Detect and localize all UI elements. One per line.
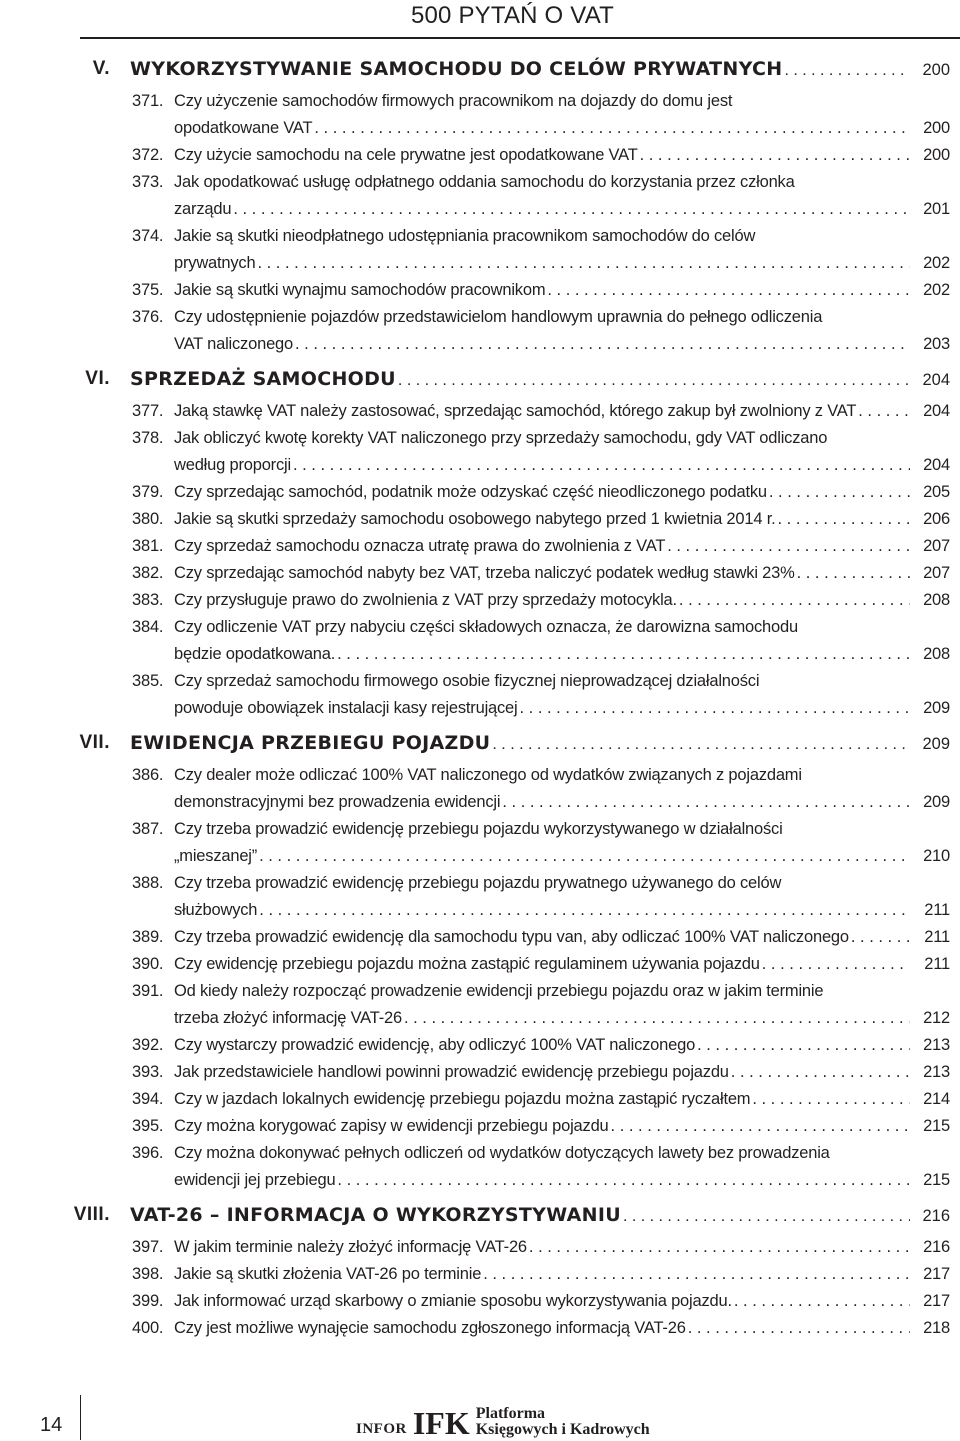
question-page: 210 xyxy=(923,847,950,865)
question-text: według proporcji xyxy=(174,456,291,474)
question-text: trzeba złożyć informację VAT-26 xyxy=(174,1009,402,1027)
dot-leader xyxy=(752,1090,910,1109)
question-text: „mieszanej” xyxy=(174,847,258,865)
question-page: 209 xyxy=(923,793,950,811)
toc-entry[interactable] xyxy=(132,1117,950,1143)
dot-leader xyxy=(688,1319,910,1338)
question-text: Jaką stawkę VAT należy zastosować, sprzedając samochód, którego zakup był zwolniony z VAT xyxy=(174,402,857,420)
toc-entry[interactable] xyxy=(132,281,950,307)
chapter-heading[interactable] xyxy=(92,58,950,88)
dot-leader xyxy=(293,456,910,475)
question-number: 399. xyxy=(132,1292,164,1310)
question-number: 373. xyxy=(132,173,164,191)
question-text: Jak obliczyć kwotę korekty VAT naliczonego przy sprzedaży samochodu, gdy VAT odliczano xyxy=(174,429,828,447)
question-number: 381. xyxy=(132,537,164,555)
toc-entry[interactable] xyxy=(132,402,950,428)
toc-entry[interactable] xyxy=(132,672,950,698)
question-page: 209 xyxy=(923,699,950,717)
question-text: Czy sprzedając samochód nabyty bez VAT, trzeba naliczyć podatek według stawki 23% xyxy=(174,564,795,582)
question-text: Czy trzeba prowadzić ewidencję przebiegu pojazdu prywatnego używanego do celów xyxy=(174,874,782,892)
question-number: 400. xyxy=(132,1319,164,1337)
question-page: 201 xyxy=(923,200,950,218)
dot-leader xyxy=(257,254,910,273)
dot-leader xyxy=(398,372,910,390)
chapter-page: 200 xyxy=(922,61,950,79)
question-text: Jakie są skutki sprzedaży samochodu osobowego nabytego przed 1 kwietnia 2014 r. xyxy=(174,510,776,528)
question-text: Czy dealer może odliczać 100% VAT naliczonego od wydatków związanych z pojazdami xyxy=(174,766,802,784)
toc-entry[interactable] xyxy=(132,1238,950,1264)
question-page: 202 xyxy=(923,254,950,272)
question-number: 392. xyxy=(132,1036,164,1054)
toc-entry[interactable] xyxy=(132,92,950,118)
toc-entry[interactable] xyxy=(132,227,950,253)
chapter-page: 216 xyxy=(922,1207,950,1225)
question-text: Czy ewidencję przebiegu pojazdu można zastąpić regulaminem używania pojazdu xyxy=(174,955,760,973)
dot-leader xyxy=(404,1009,910,1028)
dot-leader xyxy=(623,1208,910,1226)
chapter-number: VIII. xyxy=(73,1204,110,1225)
question-text: prywatnych xyxy=(174,254,256,272)
question-number: 397. xyxy=(132,1238,164,1256)
toc-entry[interactable] xyxy=(132,510,950,536)
question-text: Czy trzeba prowadzić ewidencję dla samochodu typu van, aby odliczać 100% VAT naliczonego xyxy=(174,928,849,946)
question-page: 217 xyxy=(923,1265,950,1283)
question-text: VAT naliczonego xyxy=(174,335,293,353)
question-text: Czy udostępnienie pojazdów przedstawicielom handlowym uprawnia do pełnego odliczenia xyxy=(174,308,823,326)
toc-entry[interactable] xyxy=(132,955,950,981)
logo-line-2: Księgowych i Kadrowych xyxy=(475,1421,650,1438)
question-number: 386. xyxy=(132,766,164,784)
dot-leader xyxy=(520,699,911,718)
dot-leader xyxy=(314,119,910,138)
dot-leader xyxy=(731,1063,910,1082)
toc-entry[interactable] xyxy=(174,200,950,226)
question-text: Od kiedy należy rozpocząć prowadzenie ewidencji przebiegu pojazdu oraz w jakim terminie xyxy=(174,982,824,1000)
toc-entry[interactable] xyxy=(132,537,950,563)
chapter-page: 204 xyxy=(922,371,950,389)
question-number: 383. xyxy=(132,591,164,609)
toc-entry[interactable] xyxy=(132,1144,950,1170)
question-text: Jakie są skutki wynajmu samochodów pracownikom xyxy=(174,281,546,299)
question-number: 380. xyxy=(132,510,164,528)
question-text: opodatkowane VAT xyxy=(174,119,313,137)
question-page: 207 xyxy=(923,537,950,555)
question-text: Czy można dokonywać pełnych odliczeń od wydatków dotyczących lawety bez prowadzenia xyxy=(174,1144,830,1162)
question-page: 213 xyxy=(923,1036,950,1054)
question-number: 385. xyxy=(132,672,164,690)
chapter-heading[interactable] xyxy=(85,368,950,398)
question-page: 215 xyxy=(923,1171,950,1189)
footer-rule xyxy=(80,1395,81,1440)
toc-entry[interactable] xyxy=(132,1063,950,1089)
dot-leader xyxy=(529,1238,910,1257)
question-text: Czy odliczenie VAT przy nabyciu części składowych oznacza, że darowizna samochodu xyxy=(174,618,798,636)
question-number: 371. xyxy=(132,92,164,110)
chapter-heading[interactable] xyxy=(79,732,950,762)
header-rule xyxy=(80,37,960,39)
toc-entry[interactable] xyxy=(132,1036,950,1062)
chapter-title: EWIDENCJA PRZEBIEGU POJAZDU xyxy=(130,732,491,754)
question-text: Czy przysługuje prawo do zwolnienia z VAT przy sprzedaży motocykla. xyxy=(174,591,677,609)
question-number: 377. xyxy=(132,402,164,420)
chapter-heading[interactable] xyxy=(73,1204,950,1234)
dot-leader xyxy=(337,645,910,664)
chapter-title: WYKORZYSTYWANIE SAMOCHODU DO CELÓW PRYWATNYCH xyxy=(130,58,783,80)
question-text: Czy użycie samochodu na cele prywatne jest opodatkowane VAT xyxy=(174,146,638,164)
chapter-title: VAT-26 – INFORMACJA O WYKORZYSTYWANIU xyxy=(130,1204,621,1226)
dot-leader xyxy=(233,200,910,219)
toc-entry[interactable] xyxy=(174,1171,950,1197)
question-page: 213 xyxy=(923,1063,950,1081)
question-text: Jakie są skutki złożenia VAT-26 po terminie xyxy=(174,1265,482,1283)
question-number: 379. xyxy=(132,483,164,501)
dot-leader xyxy=(337,1171,910,1190)
toc-entry[interactable] xyxy=(174,901,950,927)
dot-leader xyxy=(259,901,910,920)
question-text: ewidencji jej przebiegu xyxy=(174,1171,336,1189)
dot-leader xyxy=(667,537,910,556)
toc-entry[interactable] xyxy=(174,254,950,280)
toc-entry[interactable] xyxy=(132,1292,950,1318)
toc-entry[interactable] xyxy=(174,847,950,873)
dot-leader xyxy=(851,928,910,947)
question-page: 208 xyxy=(923,645,950,663)
question-number: 384. xyxy=(132,618,164,636)
dot-leader xyxy=(762,955,910,974)
question-page: 200 xyxy=(923,146,950,164)
question-text: powoduje obowiązek instalacji kasy rejestrującej xyxy=(174,699,518,717)
toc-entry[interactable] xyxy=(132,591,950,617)
question-number: 396. xyxy=(132,1144,164,1162)
question-text: zarządu xyxy=(174,200,232,218)
toc-entry[interactable] xyxy=(132,429,950,455)
question-page: 215 xyxy=(923,1117,950,1135)
chapter-title: SPRZEDAŻ SAMOCHODU xyxy=(130,368,396,390)
question-page: 204 xyxy=(923,402,950,420)
question-page: 207 xyxy=(923,564,950,582)
question-number: 376. xyxy=(132,308,164,326)
logo-line-1: Platforma xyxy=(475,1405,546,1422)
question-number: 375. xyxy=(132,281,164,299)
question-text: służbowych xyxy=(174,901,258,919)
question-text: Czy sprzedając samochód, podatnik może odzyskać część nieodliczonego podatku xyxy=(174,483,767,501)
toc-entry[interactable] xyxy=(132,874,950,900)
dot-leader xyxy=(502,793,910,812)
toc-entry[interactable] xyxy=(174,793,950,819)
toc-entry[interactable] xyxy=(174,119,950,145)
question-text: Jak opodatkować usługę odpłatnego oddania samochodu do korzystania przez członka xyxy=(174,173,795,191)
dot-leader xyxy=(784,62,910,80)
question-text: W jakim terminie należy złożyć informację VAT-26 xyxy=(174,1238,527,1256)
dot-leader xyxy=(611,1117,910,1136)
dot-leader xyxy=(640,146,910,165)
question-text: Jak przedstawiciele handlowi powinni prowadzić ewidencję przebiegu pojazdu xyxy=(174,1063,729,1081)
question-number: 398. xyxy=(132,1265,164,1283)
question-text: Czy sprzedaż samochodu oznacza utratę prawa do zwolnienia z VAT xyxy=(174,537,666,555)
question-page: 216 xyxy=(923,1238,950,1256)
question-number: 393. xyxy=(132,1063,164,1081)
logo-ifk: IFK xyxy=(412,1405,470,1441)
question-number: 387. xyxy=(132,820,164,838)
chapter-number: VI. xyxy=(85,368,110,389)
dot-leader xyxy=(547,281,910,300)
question-text: Jak informować urząd skarbowy o zmianie sposobu wykorzystywania pojazdu. xyxy=(174,1292,732,1310)
toc-entry[interactable] xyxy=(132,928,950,954)
toc-entry[interactable] xyxy=(132,1265,950,1291)
toc-entry[interactable] xyxy=(132,820,950,846)
page-header xyxy=(0,0,960,34)
toc-entry[interactable] xyxy=(132,766,950,792)
question-page: 218 xyxy=(923,1319,950,1337)
question-number: 374. xyxy=(132,227,164,245)
dot-leader xyxy=(734,1292,910,1311)
question-page: 212 xyxy=(923,1009,950,1027)
page-number: 14 xyxy=(40,1414,63,1436)
toc-entry[interactable] xyxy=(132,483,950,509)
question-text: Czy trzeba prowadzić ewidencję przebiegu pojazdu wykorzystywanego w działalności xyxy=(174,820,783,838)
question-page: 200 xyxy=(923,119,950,137)
question-number: 388. xyxy=(132,874,164,892)
question-text: Czy jest możliwe wynajęcie samochodu zgłoszonego informacją VAT-26 xyxy=(174,1319,686,1337)
question-page: 211 xyxy=(924,955,950,973)
question-text: Jakie są skutki nieodpłatnego udostępniania pracownikom samochodów do celów xyxy=(174,227,756,245)
dot-leader xyxy=(259,847,910,866)
dot-leader xyxy=(679,591,910,610)
question-page: 211 xyxy=(924,928,950,946)
question-text: demonstracyjnymi bez prowadzenia ewidencji xyxy=(174,793,501,811)
dot-leader xyxy=(858,402,910,421)
logo-infor: INFOR xyxy=(356,1421,407,1437)
toc-entry[interactable] xyxy=(132,1319,950,1345)
toc-entry[interactable] xyxy=(174,335,950,361)
question-page: 208 xyxy=(923,591,950,609)
toc-entry[interactable] xyxy=(132,982,950,1008)
question-page: 205 xyxy=(923,483,950,501)
toc-entry[interactable] xyxy=(174,645,950,671)
toc-entry[interactable] xyxy=(132,146,950,172)
question-text: Czy można korygować zapisy w ewidencji przebiegu pojazdu xyxy=(174,1117,609,1135)
toc-entry[interactable] xyxy=(174,456,950,482)
question-page: 203 xyxy=(923,335,950,353)
toc-entry[interactable] xyxy=(132,618,950,644)
question-text: Czy sprzedaż samochodu firmowego osobie fizycznej nieprowadzącej działalności xyxy=(174,672,760,690)
dot-leader xyxy=(769,483,910,502)
question-text: będzie opodatkowana. xyxy=(174,645,336,663)
question-page: 206 xyxy=(923,510,950,528)
dot-leader xyxy=(777,510,910,529)
toc-entry[interactable] xyxy=(132,1090,950,1116)
question-text: Czy wystarczy prowadzić ewidencję, aby odliczyć 100% VAT naliczonego xyxy=(174,1036,696,1054)
dot-leader xyxy=(492,736,910,754)
question-page: 204 xyxy=(923,456,950,474)
question-page: 214 xyxy=(923,1090,950,1108)
question-number: 395. xyxy=(132,1117,164,1135)
dot-leader xyxy=(697,1036,910,1055)
question-page: 211 xyxy=(924,901,950,919)
question-text: Czy użyczenie samochodów firmowych pracownikom na dojazdy do domu jest xyxy=(174,92,733,110)
toc-entry[interactable] xyxy=(174,1009,950,1035)
question-number: 391. xyxy=(132,982,164,1000)
logo-text xyxy=(476,1406,650,1438)
toc-entry[interactable] xyxy=(174,699,950,725)
question-number: 382. xyxy=(132,564,164,582)
question-number: 378. xyxy=(132,429,164,447)
dot-leader xyxy=(483,1265,910,1284)
toc-entry[interactable] xyxy=(132,564,950,590)
dot-leader xyxy=(295,335,910,354)
toc-entry[interactable] xyxy=(132,173,950,199)
running-title: 500 PYTAŃ O VAT xyxy=(410,2,614,29)
question-number: 372. xyxy=(132,146,164,164)
publisher-logo xyxy=(356,1404,650,1441)
question-number: 390. xyxy=(132,955,164,973)
chapter-number: VII. xyxy=(79,732,110,753)
question-page: 217 xyxy=(923,1292,950,1310)
dot-leader xyxy=(797,564,910,583)
question-page: 202 xyxy=(923,281,950,299)
question-text: Czy w jazdach lokalnych ewidencję przebiegu pojazdu można zastąpić ryczałtem xyxy=(174,1090,751,1108)
toc-entry[interactable] xyxy=(132,308,950,334)
question-number: 389. xyxy=(132,928,164,946)
chapter-number: V. xyxy=(92,58,110,79)
chapter-page: 209 xyxy=(922,735,950,753)
question-number: 394. xyxy=(132,1090,164,1108)
